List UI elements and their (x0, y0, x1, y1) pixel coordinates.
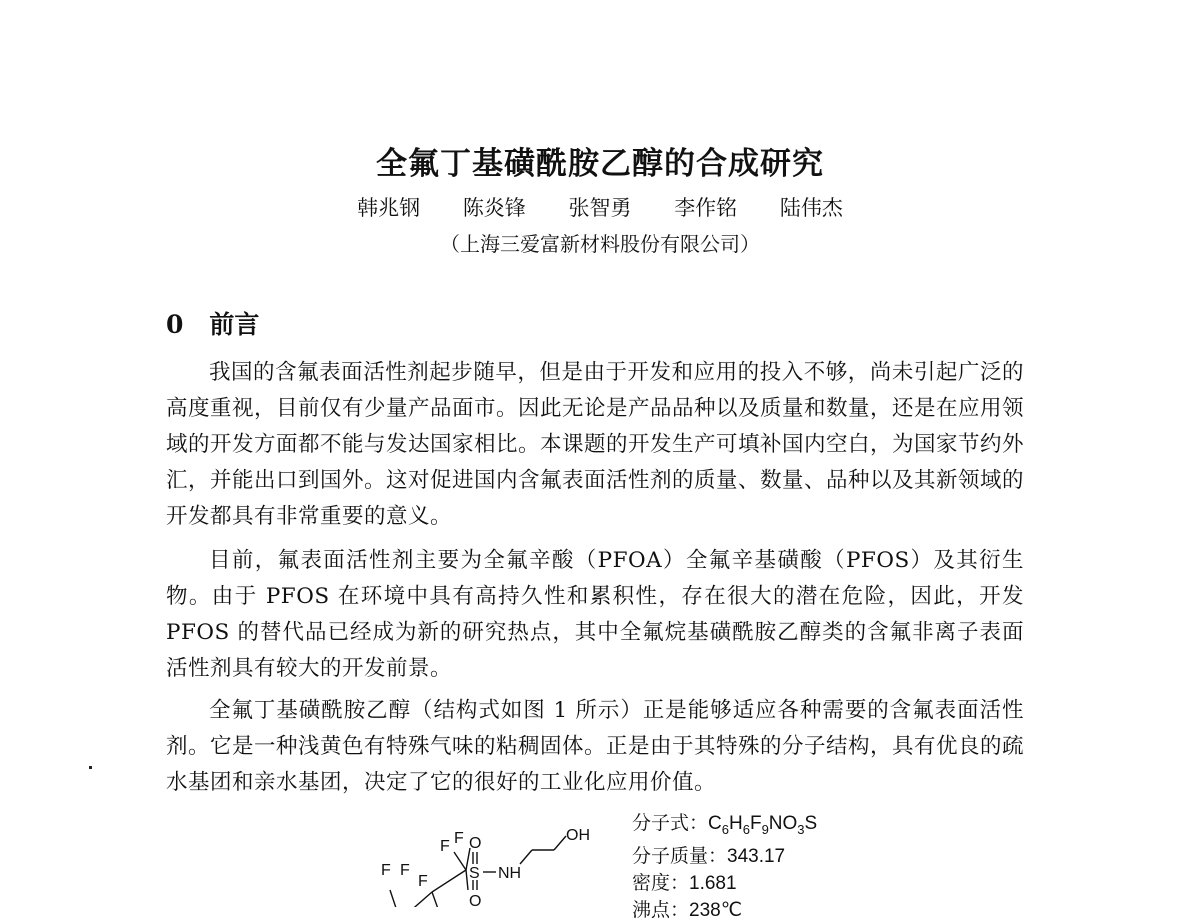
author: 陆伟杰 (779, 196, 843, 220)
atom-label: NH (498, 865, 522, 882)
structural-formula (370, 820, 610, 907)
section-title: 前言 (209, 310, 260, 339)
atom-label: OH (566, 827, 590, 844)
formula-row (632, 810, 817, 843)
body-paragraph: 全氟丁基磺酰胺乙醇（结构式如图 1 所示）正是能够适应各种需要的含氟表面活性剂。它是一种浅黄色有特殊气味的粘稠固体。正是由于其特殊的分子结构，具有优良的疏水基团和亲水基团，决定了它的很好的工业化应用价值。 (166, 698, 1025, 795)
author: 陈炎锋 (462, 196, 526, 220)
paper-title: 全氟丁基磺酰胺乙醇的合成研究 (376, 146, 824, 182)
boiling-point-label: 沸点： (632, 898, 690, 921)
atom-label: F (454, 830, 464, 847)
density-value: 1.681 (689, 872, 737, 894)
formula-label: 分子式： (632, 812, 709, 834)
density-label: 密度： (632, 871, 690, 894)
atom-label: O (469, 835, 482, 852)
atom-label: S (469, 865, 480, 882)
molecular-formula: $C_6H_6F_9NO_3S$ (708, 813, 818, 837)
body-paragraph: 目前，氟表面活性剂主要为全氟辛酸（PFOA）全氟辛基磺酸（PFOS）及其衍生物。由于 PFOS 在环境中具有高持久性和累积性，存在很大的潜在危险，因此，开发 PFOS 的替代品已经成为新的研究热点，其中全氟烷基磺酰胺乙醇类的含氟非离子表面活性剂具有较大的开发前景。 (166, 548, 1024, 681)
section-number: 0 (166, 310, 184, 339)
boiling-point-value: 238℃ (689, 899, 743, 921)
structure-figure (370, 820, 610, 907)
atom-label: F (400, 862, 410, 879)
author-list (0, 192, 1200, 222)
mass-value: 343.17 (727, 845, 786, 867)
author: 张智勇 (568, 196, 632, 220)
atom-label: F (418, 873, 428, 890)
atom-label: F (440, 838, 450, 855)
density-row (632, 870, 817, 897)
atom-label: O (469, 893, 482, 907)
affiliation: （上海三爱富新材料股份有限公司） (440, 232, 760, 256)
body-paragraph: 我国的含氟表面活性剂起步随早，但是由于开发和应用的投入不够，尚未引起广泛的高度重视，目前仅有少量产品面市。因此无论是产品品种以及质量和数量，还是在应用领域的开发方面都不能与发达国家相比。本课题的开发生产可填补国内空白，为国家节约外汇，并能出口到国外。这对促进国内含氟表面活性剂的质量、数量、品种以及其新领域的开发都具有非常重要的意义。 (166, 360, 1025, 529)
boiling-point-row (632, 897, 817, 924)
scan-speck (89, 766, 92, 769)
author: 李作铭 (674, 196, 738, 220)
atom-label: F (381, 862, 391, 879)
section-heading (166, 305, 259, 341)
mass-label: 分子质量： (632, 844, 728, 867)
author: 韩兆钢 (357, 196, 421, 220)
mass-row (632, 843, 817, 870)
